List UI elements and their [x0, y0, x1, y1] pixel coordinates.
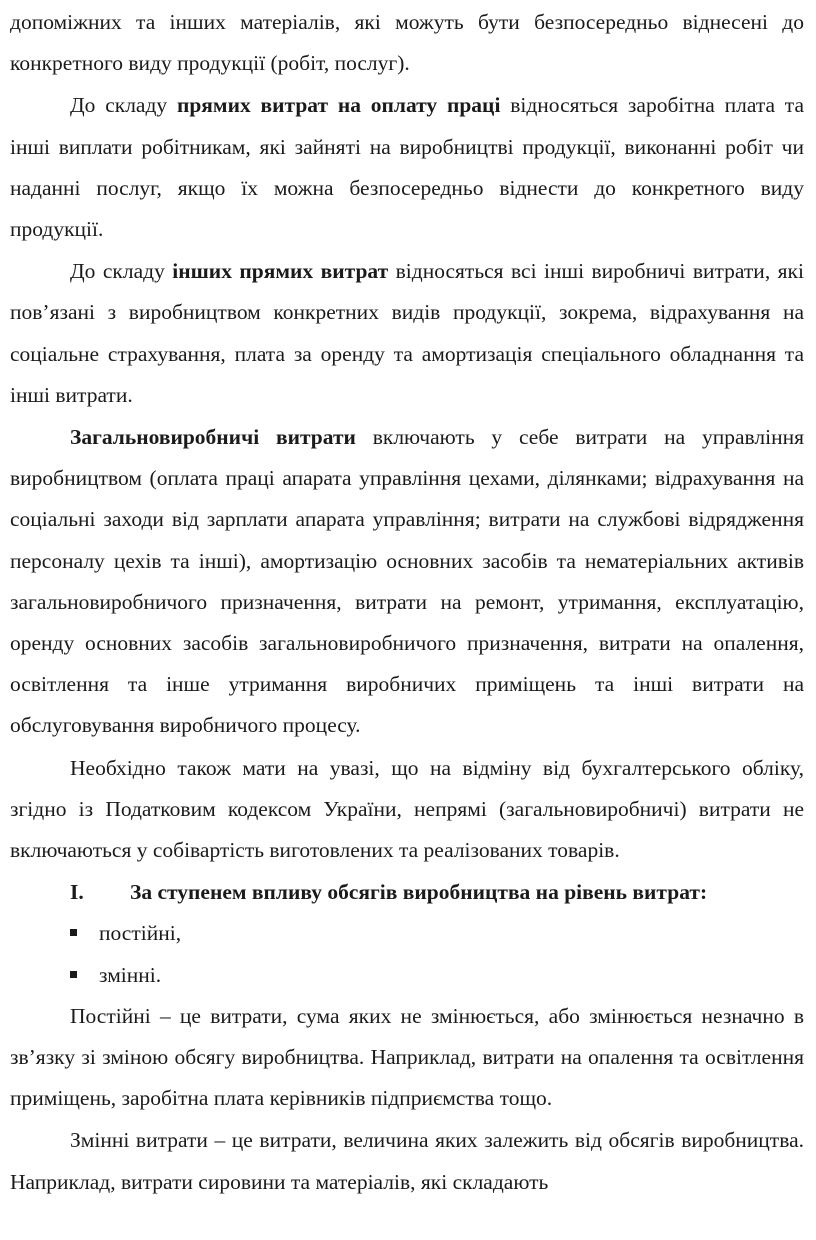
paragraph-variable-costs: Змінні витрати – це витрати, величина яких залежить від обсягів виробництва. Наприклад, витрати сировини та матеріалів, які складають	[10, 1128, 804, 1194]
term-other-direct-costs: інших прямих витрат	[172, 259, 389, 284]
paragraph-body: відносяться всі інші виробничі витрати, які пов’язані з виробництвом конкретних видів продукції, зокрема, відрахування на соціальне страхування, плата за оренду та амортизація спеціального обладнання та інші витрати.	[10, 259, 804, 407]
section-heading-text: За ступенем впливу обсягів виробництва на рівень витрат:	[130, 880, 708, 905]
paragraph-continuation: допоміжних та інших матеріалів, які можуть бути безпосередньо віднесені до конкретного виду продукції (робіт, послуг).	[10, 10, 804, 76]
paragraph-body: включають у себе витрати на управління виробництвом (оплата праці апарата управління цехами, ділянками; відрахування на соціальні заходи від зарплати апарата управління; витрати на службові відрядження персоналу цехів та інші), амортизацію основних засобів та нематеріальних активів загальновиробничого призначення, витрати на ремонт, утримання, експлуатацію, оренду основних засобів загальновиробничого призначення, витрати на опалення, освітлення та інше утримання виробничих приміщень та інші витрати на обслуговування виробничого процесу.	[10, 425, 804, 738]
paragraph-other-direct-costs	[10, 251, 804, 416]
list-item-text: постійні,	[99, 921, 182, 946]
list-item	[70, 955, 804, 996]
square-bullet-icon	[70, 971, 77, 978]
paragraph-direct-labor-costs	[10, 85, 804, 250]
term-overhead-costs: Загальновиробничі витрати	[70, 425, 356, 450]
square-bullet-icon	[70, 929, 77, 936]
paragraph-lead: До складу	[70, 93, 177, 118]
bullet-list	[10, 913, 804, 995]
section-heading-number: I.	[70, 880, 84, 905]
paragraph-lead: До складу	[70, 259, 173, 284]
list-item-text: змінні.	[99, 962, 162, 987]
paragraph-tax-code-note: Необхідно також мати на увазі, що на відміну від бухгалтерського обліку, згідно із Податковим кодексом України, непрямі (загальновиробничі) витрати не включаються у собівартість виготовлених та реалізованих товарів.	[10, 755, 804, 863]
paragraph-fixed-costs: Постійні – це витрати, сума яких не змінюється, або змінюється незначно в зв’язку зі зміною обсягу виробництва. Наприклад, витрати на опалення та освітлення приміщень, заробітна плата керівників підприємства тощо.	[10, 1003, 804, 1111]
section-heading	[10, 872, 804, 913]
term-direct-labor-costs: прямих витрат на оплату праці	[176, 93, 501, 118]
list-item	[70, 913, 804, 954]
paragraph-body: відносяться заробітна плата та інші виплати робітникам, які зайняті на виробництві продукції, виконанні робіт чи наданні послуг, якщо їх можна безпосередньо віднести до конкретного виду продукції.	[10, 93, 805, 242]
paragraph-overhead-costs	[10, 417, 804, 747]
